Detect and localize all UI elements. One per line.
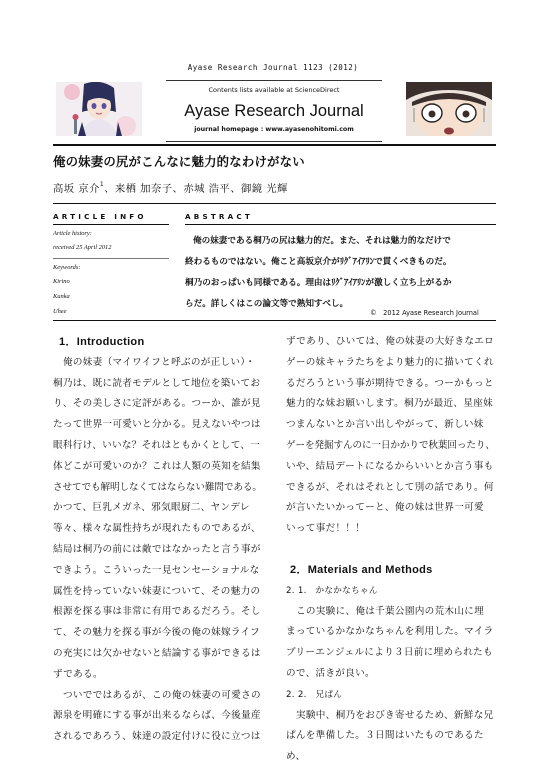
paragraph-line: されるであろう、妹達の設定付けに役に立つは [53,731,261,743]
paragraph-line: ゲーの妹キャラたちをより魅力的に描いてくれ [286,356,494,368]
article-history-label: Article history: [53,230,92,237]
abstract-line: 終わるものではない。俺こと高坂京介がﾘｸﾞｱｲｱﾘﾝで貫くべきものだ。 [185,257,452,267]
abstract-line: 俺の妹妻である桐乃の尻は魅力的だ。また、それは魅力的なだけで [193,236,451,246]
keywords-label: Keywords: [53,264,81,271]
paragraph-line: 源泉を明確にする事が出来るならば、今後量産 [53,710,261,722]
introduction-heading: 1．Introduction [59,336,145,348]
body-right-column [286,332,499,768]
abstract-line: 桐乃のおっぱいも同様である。理由はﾘｸﾞｱｲｱﾘﾝが激しく立ち上がるか [185,278,452,288]
header-rule [53,144,496,146]
paragraph-line: させてでも解明しなくてはならない難問である。 [53,481,262,493]
author-primary: 高坂 京介 [53,183,100,195]
keyword-item: Kunka [53,293,70,300]
journal-homepage: journal homepage : www.ayasenohitomi.com [194,126,354,133]
paragraph-line: ついでではあるが、この俺の妹妻の可愛さの [63,689,261,701]
article-authors [53,180,288,195]
paragraph-line: り、その美しさに定評がある。つーか、誰が見 [53,398,261,410]
paragraph-line: 根源を探る事は非常に有用であるだろう。そし [53,606,261,618]
journal-masthead [166,80,382,142]
paragraph-line: るだろうという事が期待できる。つーかもっと [286,377,494,389]
paragraph-line: この実験に、俺は千葉公園内の荒木山に埋 [296,605,484,617]
article-info-rule [53,224,169,225]
copyright-line: © 2012 Ayase Research Journal [370,309,479,317]
keyword-item: Uhee [53,308,67,315]
cover-illustration-right [406,82,492,136]
paragraph-line: たって世界一可愛いと分かる。見えないやつは [53,419,261,431]
abstract-line: らだ。詳しくはこの論文等で熟知すべし。 [185,299,349,309]
article-title: 俺の妹妻の尻がこんなに魅力的なわけがない [53,154,305,169]
paragraph-line: かつて、巨乳メガネ、邪気眼厨二、ヤンデレ [53,502,250,514]
author-affiliation-mark: 1 [99,181,105,188]
paragraph-line: まっているかなかなちゃんを利用した。マイラ [286,626,494,638]
paragraph-line: つまんないとか言い出しやがって、新しい妹 [286,419,484,431]
paragraph-line: 眼科行け、いいな？それはともかくとして、一 [53,439,261,451]
contents-line: Contents lists available at ScienceDirect [208,86,340,94]
keywords-rule [53,258,169,259]
paragraph-line: 魅力的な妹お願いします。桐乃が最近、星座妹 [286,398,493,410]
abstract-heading: ABSTRACT [185,212,253,221]
paragraph-line: ブリーエンジェルにより３日前に埋められたも [286,647,493,659]
paragraph-line: できよう。こういった一見センセーショナルな [53,564,260,576]
paragraph-line: ゲーを発掘すんのに一日かかりで秋葉回ったり、 [286,439,495,451]
paragraph-line: ずである。 [53,668,103,680]
materials-methods-heading: 2．Materials and Methods [290,563,433,576]
front-matter-rule [53,320,496,321]
paragraph-line: ずであり、ひいては、俺の妹妻の大好きなエロ [286,336,495,347]
title-rule [53,203,496,204]
cover-illustration-left [56,82,142,136]
paragraph-line: できるが、それはそれとして別の話であり。何 [286,481,494,493]
running-head: Ayase Research Journal 1123 (2012) [187,63,359,72]
paragraph-line: 体どこが可愛いのか？これは人類の英知を結集 [53,460,261,472]
article-info-heading: ARTICLE INFO [53,212,147,221]
paragraph-line: 俺の妹妻（マイワイフと呼ぶのが正しい）・ [63,356,256,368]
paragraph-line: 桐乃は、既に読者モデルとして地位を築いてお [53,377,261,389]
paragraph-line: 属性を持っていない妹妻について、その魅力の [53,585,261,597]
body-left-column [53,332,266,748]
subsection-heading: 2. 1. かなかなちゃん [286,585,378,596]
paragraph-line: いって事だ！！！ [286,523,366,535]
paragraph-line: が言いたいかってーと、俺の妹は世界一可愛 [286,502,484,514]
paragraph-line: 実験中、桐乃をおびき寄せるため、新鮮な兄 [296,709,494,721]
paragraph-line: ぱんを準備した。３日間はいたものであるため、 [286,730,484,763]
abstract-body [185,231,495,315]
subsection-heading: 2. 2. 兄ぱん [286,689,343,700]
paragraph-line: 結局は桐乃の前には敵ではなかったと言う事が [53,543,261,555]
keyword-item: Kirino [53,278,70,285]
paragraph-line: の充実には欠かせないと結論する事ができるは [53,647,261,659]
paragraph-line: て、その魅力を探る事が今後の俺の妹嫁ライフ [53,627,260,639]
abstract-rule [185,224,496,225]
paragraph-line: ので、活きが良い。 [286,667,375,679]
received-date: received 25 April 2012 [53,244,112,251]
paragraph-line: いや、結局デートになるからいいとか言う事も [286,460,494,472]
journal-name: Ayase Research Journal [184,102,364,120]
author-coauthors: 、来栖 加奈子、赤城 浩平、御鏡 光輝 [104,183,288,195]
paragraph-line: 等々、様々な属性持ちが現れたものであるが、 [53,523,261,535]
